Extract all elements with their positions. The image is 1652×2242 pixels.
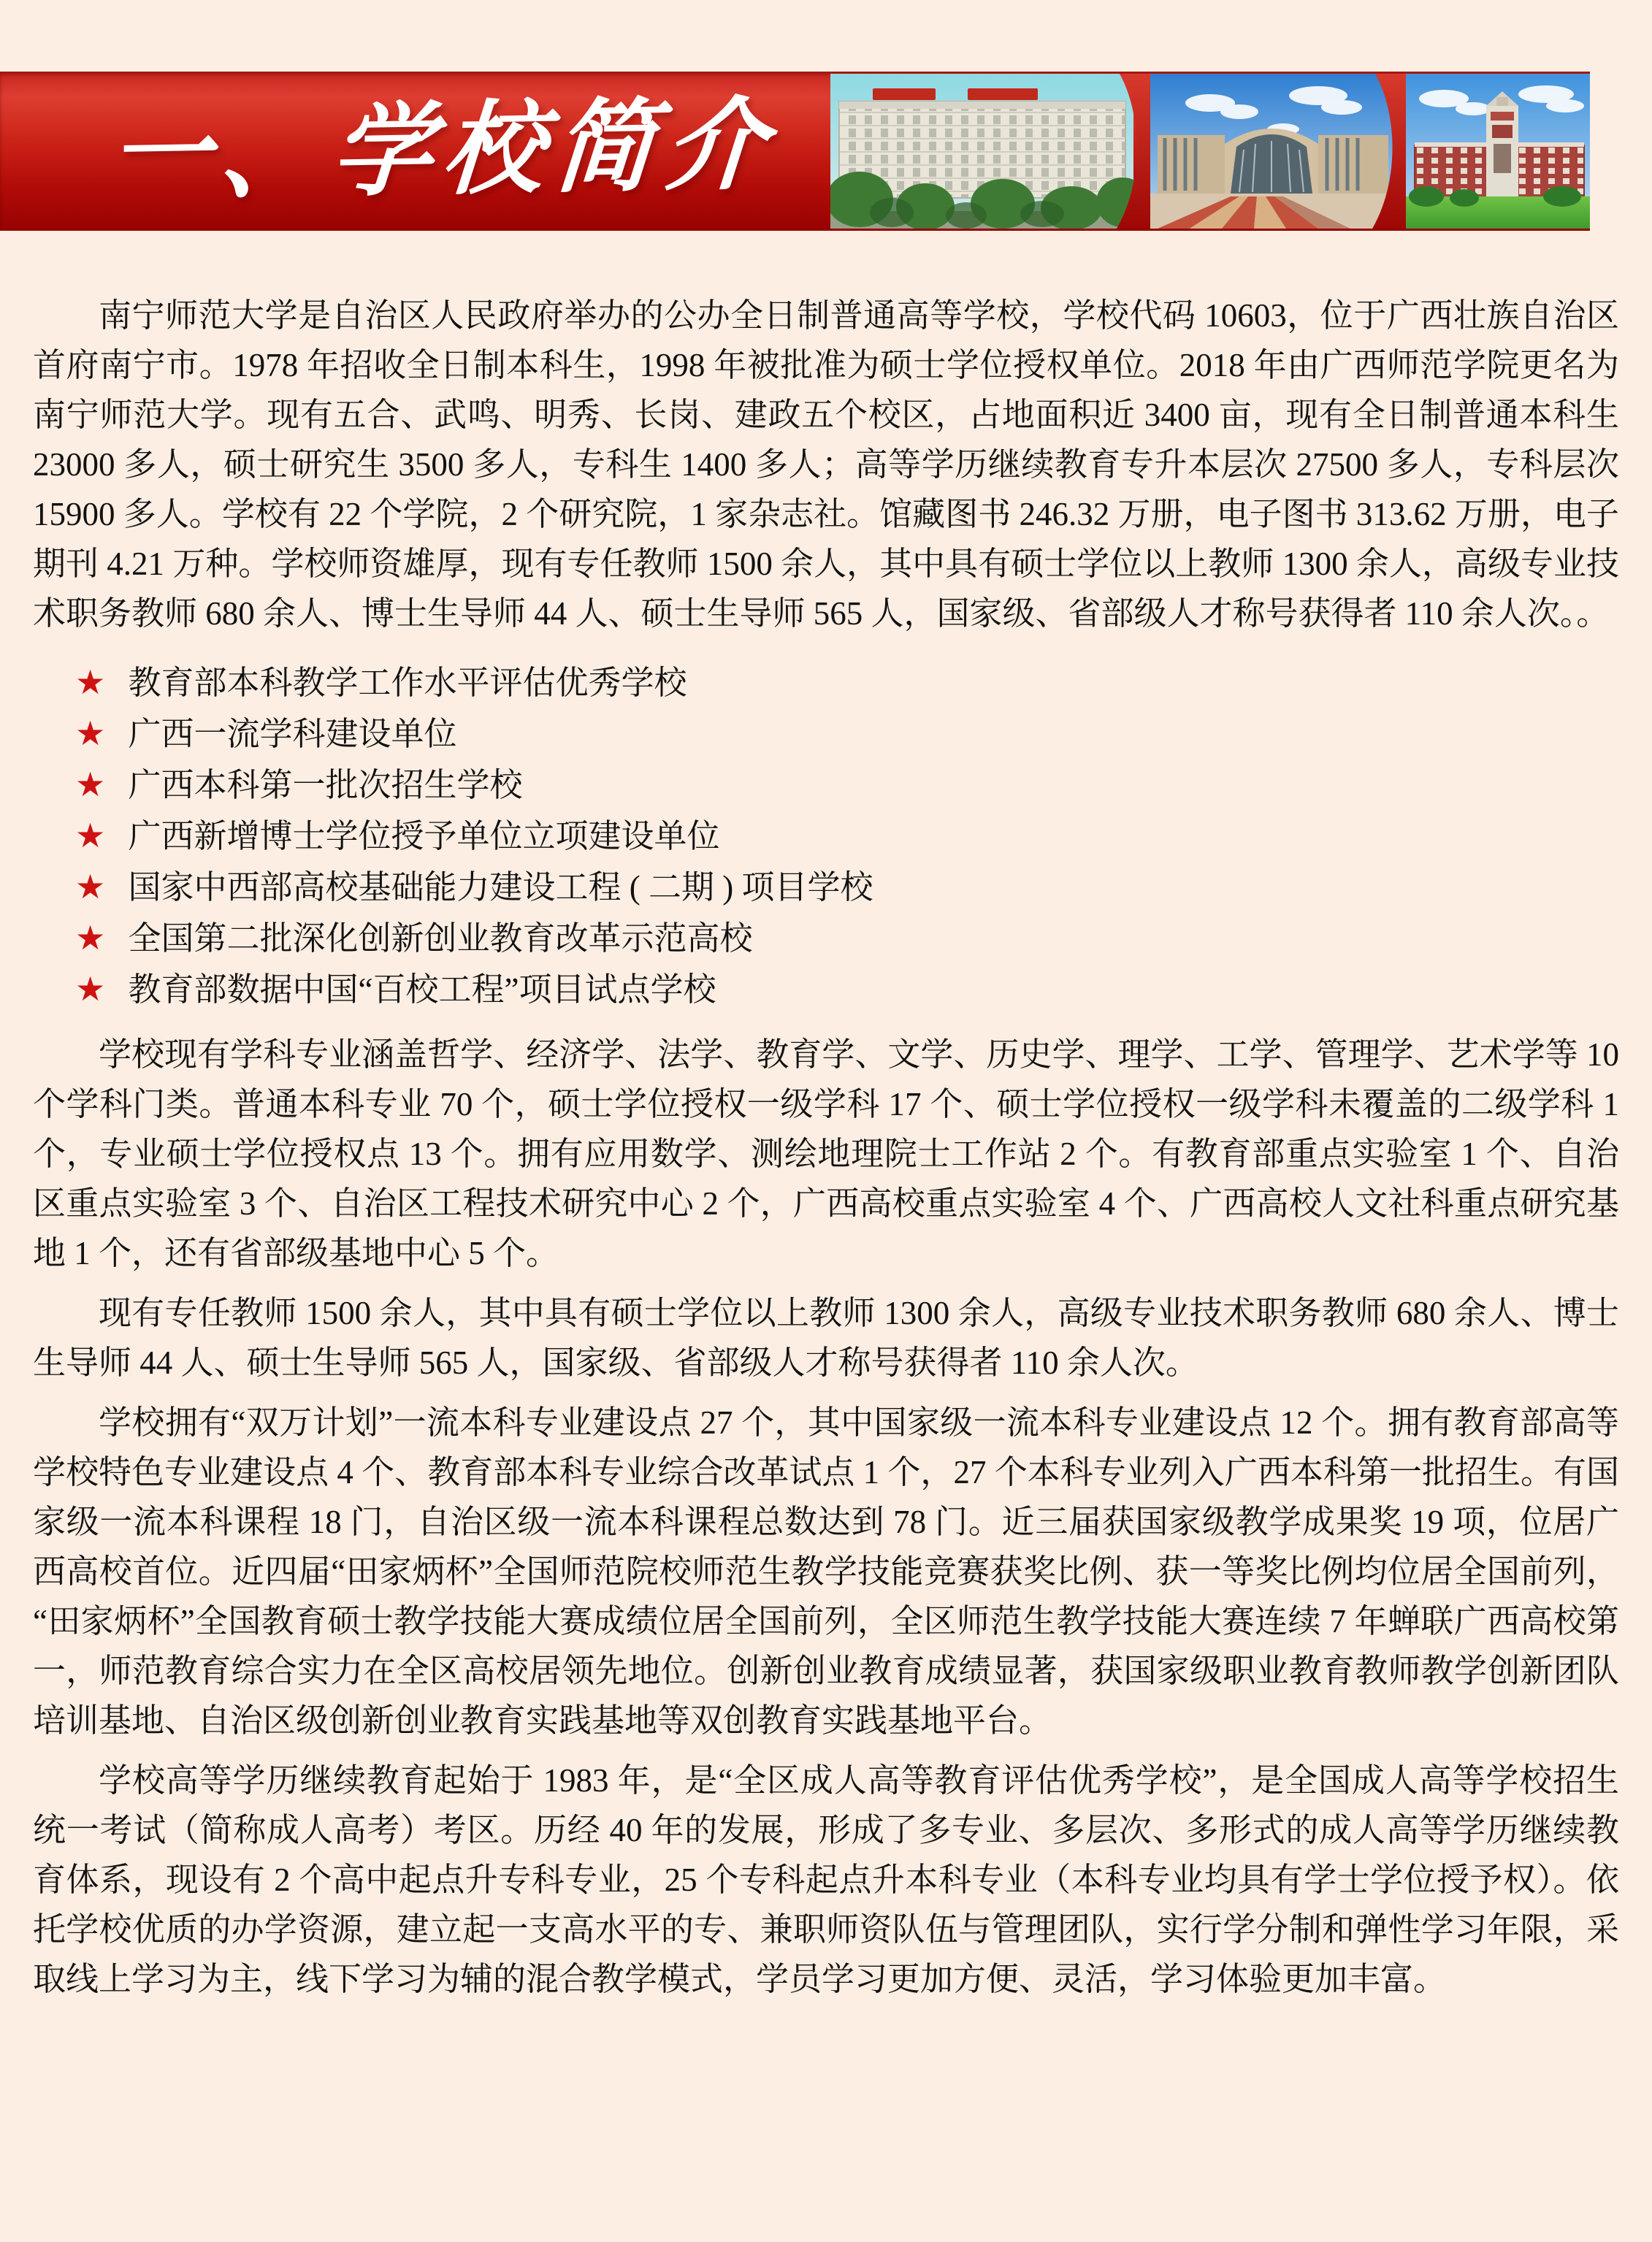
page-title: 一、学校简介	[105, 89, 781, 213]
highlight-text: 全国第二批深化创新创业教育改革示范高校	[128, 920, 753, 957]
highlights-list	[33, 657, 1619, 1015]
star-icon: ★	[75, 969, 106, 1009]
highlight-list-item	[75, 708, 1619, 760]
highlight-text: 广西本科第一批次招生学校	[128, 767, 523, 803]
highlight-text: 国家中西部高校基础能力建设工程 ( 二期 ) 项目学校	[128, 869, 873, 906]
intro-paragraph-1: 南宁师范大学是自治区人民政府举办的公办全日制普通高等学校，学校代码 10603，位于广西壮族自治区首府南宁市。1978 年招收全日制本科生，1998 年被批准为硕士学位授权单位。2018 年由广西师范学院更名为南宁师范大学。现有五合、武鸣、明秀、长岗、建政五个校区，占地面积近 3400 亩，现有全日制普通本科生 23000 多人，硕士研究生 3500 多人，专科生 1400 多人；高等学历继续教育专升本层次 27500 多人，专科层次 15900 多人。学校有 22 个学院，2 个研究院，1 家杂志社。馆藏图书 246.32 万册，电子图书 313.62 万册，电子期刊 4.21 万种。学校师资雄厚，现有专任教师 1500 余人，其中具有硕士学位以上教师 1300 余人，高级专业技术职务教师 680 余人、博士生导师 44 人、硕士生导师 565 人，国家级、省部级人才称号获得者 110 余人次。。	[33, 297, 1619, 632]
star-icon: ★	[75, 867, 106, 906]
highlight-text: 广西一流学科建设单位	[128, 716, 457, 752]
highlight-text: 教育部本科教学工作水平评估优秀学校	[128, 665, 687, 701]
star-icon: ★	[75, 662, 106, 702]
campus-photo-2	[1150, 74, 1394, 229]
highlight-text: 教育部数据中国“百校工程”项目试点学校	[128, 971, 716, 1008]
header-banner	[0, 72, 1590, 231]
highlight-list-item	[75, 760, 1619, 811]
intro-paragraph-2: 学校现有学科专业涵盖哲学、经济学、法学、教育学、文学、历史学、理学、工学、管理学、艺术学等 10 个学科门类。普通本科专业 70 个，硕士学位授权一级学科 17 个、硕士学位授权一级学科未覆盖的二级学科 1 个，专业硕士学位授权点 13 个。拥有应用数学、测绘地理院士工作站 2 个。有教育部重点实验室 1 个、自治区重点实验室 3 个、自治区工程技术研究中心 2 个，广西高校重点实验室 4 个、广西高校人文社科重点研究基地 1 个，还有省部级基地中心 5 个。	[33, 1036, 1619, 1271]
highlight-text: 广西新增博士学位授予单位立项建设单位	[128, 818, 720, 854]
highlight-list-item	[75, 811, 1619, 862]
highlight-list-item	[75, 862, 1619, 913]
intro-paragraph-5: 学校高等学历继续教育起始于 1983 年，是“全区成人高等教育评估优秀学校”，是全国成人高等学校招生统一考试（简称成人高考）考区。历经 40 年的发展，形成了多专业、多层次、多形式的成人高等学历继续教育体系，现设有 2 个高中起点升专科专业，25 个专科起点升本科专业（本科专业均具有学士学位授予权）。依托学校优质的办学资源，建立起一支高水平的专、兼职师资队伍与管理团队，实行学分制和弹性学习年限，采取线上学习为主，线下学习为辅的混合教学模式，学员学习更加方便、灵活，学习体验更加丰富。	[33, 1762, 1619, 1997]
star-icon: ★	[75, 918, 106, 957]
campus-photo-strip	[830, 74, 1590, 229]
highlight-list-item	[75, 913, 1619, 964]
star-icon: ★	[75, 713, 106, 753]
intro-paragraph-4: 学校拥有“双万计划”一流本科专业建设点 27 个，其中国家级一流本科专业建设点 12 个。拥有教育部高等学校特色专业建设点 4 个、教育部本科专业综合改革试点 1 个，27 个本科专业列入广西本科第一批招生。有国家级一流本科课程 18 门，自治区级一流本科课程总数达到 78 门。近三届获国家级教学成果奖 19 项，位居广西高校首位。近四届“田家炳杯”全国师范院校师范生教学技能竞赛获奖比例、获一等奖比例均位居全国前列，“田家炳杯”全国教育硕士教学技能大赛成绩位居全国前列，全区师范生教学技能大赛连续 7 年蝉联广西高校第一，师范教育综合实力在全区高校居领先地位。创新创业教育成绩显著，获国家级职业教育教师教学创新团队培训基地、自治区级创新创业教育实践基地等双创教育实践基地平台。	[33, 1404, 1619, 1739]
campus-photo-3	[1406, 74, 1590, 229]
star-icon: ★	[75, 816, 106, 855]
campus-photo-1	[830, 74, 1149, 229]
intro-content	[33, 291, 1619, 2014]
highlight-list-item	[75, 657, 1619, 708]
star-icon: ★	[75, 765, 106, 804]
highlight-list-item	[75, 964, 1619, 1015]
intro-paragraph-3: 现有专任教师 1500 余人，其中具有硕士学位以上教师 1300 余人，高级专业技术职务教师 680 余人、博士生导师 44 人、硕士生导师 565 人，国家级、省部级人才称号获得者 110 余人次。	[33, 1295, 1619, 1381]
